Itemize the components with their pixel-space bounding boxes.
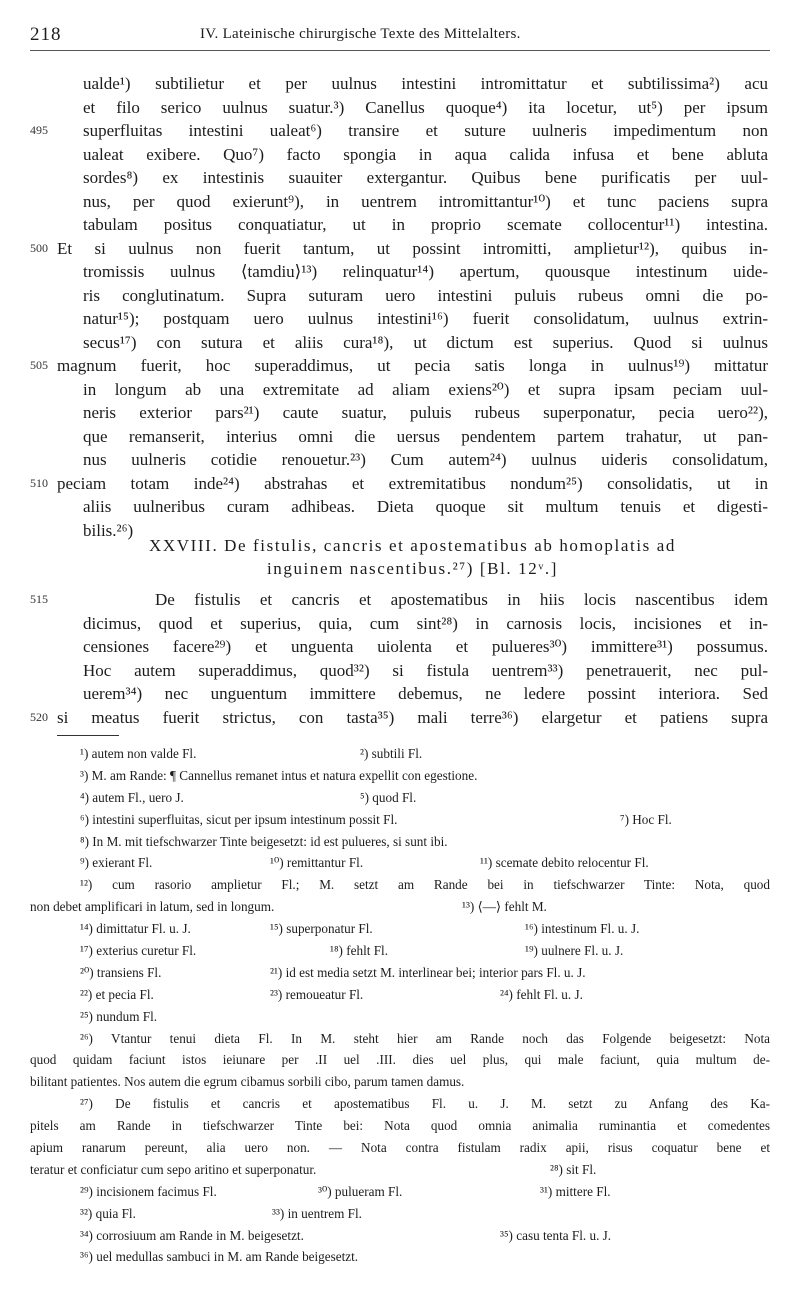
text-line: tromissis uulnus ⟨tamdiu⟩¹³) relinquatur¹⁴) apertum, quousque intestinum uide- <box>83 262 768 281</box>
text-line: natur¹⁵); postquam uero uulnus intestini¹⁶) fuerit consolidatum, uulnus extrin- <box>83 309 768 328</box>
footnote: ³¹) mittere Fl. <box>540 1183 611 1199</box>
line-number: 515 <box>30 592 48 606</box>
footnote: ⁶) intestini superfluitas, sicut per ipsum intestinum possit Fl. <box>80 811 398 827</box>
text-line: tabulam positus conquatiatur, ut in proprio scemate collocentur¹¹) intestina. <box>83 215 768 234</box>
footnote: ¹⁴) dimittatur Fl. u. J. <box>80 921 191 937</box>
running-title: IV. Lateinische chirurgische Texte des Mittelalters. <box>200 26 521 42</box>
footnote: ²⁸) sit Fl. <box>550 1161 597 1177</box>
running-header <box>30 24 770 50</box>
footnote: ¹³) ⟨—⟩ fehlt M. <box>462 899 547 915</box>
text-line: ualeat exibere. Quo⁷) facto spongia in aqua calida infusa et bene abluta <box>83 144 768 164</box>
footnote-continuation: quod quidam faciunt istos ieiunare per .II uel .III. dies uel plus, qui male faciunt, quia multum de- <box>30 1052 770 1068</box>
footnote: ²⁹) incisionem facimus Fl. <box>80 1183 217 1199</box>
line-number: 495 <box>30 123 48 137</box>
footnote: ¹⁷) exterius curetur Fl. <box>80 943 197 959</box>
footnote: ²) subtili Fl. <box>360 746 423 761</box>
text-line: secus¹⁷) con sutura et aliis cura¹⁸), ut dictum est superius. Quod si uulnus <box>83 332 768 352</box>
text-line: censiones facere²⁹) et unguenta uiolenta et pulueres³⁰) immittere³¹) possumus. <box>83 637 768 656</box>
text-line: aliis uulneribus curam adhibeas. Dieta quoque sit multum tenuis et digesti- <box>83 497 768 516</box>
page-number: 218 <box>30 24 62 45</box>
footnote: ²⁷) De fistulis et cancris et apostematibus Fl. u. J. M. setzt zu Anfang des Ka- <box>80 1096 770 1112</box>
text-line: si meatus fuerit strictus, con tasta³⁵) mali terre³⁶) elargetur et patiens supra <box>57 707 768 727</box>
text-line: De fistulis et cancris et apostematibus in hiis locis nascentibus idem <box>155 590 768 609</box>
footnote-rule <box>57 735 119 736</box>
text-line: nus uulneris cotidie renouetur.²³) Cum autem²⁴) uulnus uideris consolidatum, <box>83 450 768 469</box>
footnote: ¹⁶) intestinum Fl. u. J. <box>525 921 640 937</box>
footnote: ⁷) Hoc Fl. <box>620 811 672 827</box>
text-line: et filo serico uulnus suatur.³) Canellus quoque⁴) ita locetur, ut⁵) per ipsum <box>83 97 768 117</box>
footnote: ⁵) quod Fl. <box>360 789 417 805</box>
text-line: que remanserit, interius omni die uersus pendentem partem trahatur, ut pan- <box>83 426 768 446</box>
footnote: ¹) autem non valde Fl. <box>80 746 197 761</box>
text-line: nus, per quod exierunt⁹), in uentrem intromittantur¹⁰) et tunc paciens supra <box>83 191 768 211</box>
line-number: 505 <box>30 358 48 372</box>
footnote: ²⁴) fehlt Fl. u. J. <box>500 986 583 1002</box>
header-rule <box>30 50 770 51</box>
main-text <box>0 72 800 542</box>
text-line: neris exterior pars²¹) caute suatur, puluis rubeus superponatur, pecia uero²²), <box>83 403 768 422</box>
text-line: Hoc autem superaddimus, quod³²) si fistula uentrem³³) penetrauerit, nec pul- <box>83 660 768 680</box>
footnote: ⁴) autem Fl., uero J. <box>80 789 184 805</box>
text-line: in longum ab una extremitate ad aliam exiens²⁰) et supra ipsam peciam uul- <box>83 379 768 399</box>
text-line: peciam totam inde²⁴) abstrahas et extremitatibus nondum²⁵) consolidatis, ut in <box>57 473 768 493</box>
footnote-continuation: apium ranarum pereunt, alia uero non. — Nota contra fistulam radix apii, risus coquatur bene et <box>30 1140 770 1156</box>
footnote: ¹⁰) remittantur Fl. <box>270 855 364 871</box>
footnote: ³⁶) uel medullas sambuci in M. am Rande beigesetzt. <box>80 1249 359 1265</box>
line-number: 520 <box>30 709 48 724</box>
footnote: ²⁰) transiens Fl. <box>80 964 162 980</box>
footnote: ³²) quia Fl. <box>80 1205 136 1221</box>
footnote: ¹⁸) fehlt Fl. <box>330 943 388 959</box>
footnote: ³⁰) pulueram Fl. <box>318 1183 403 1199</box>
footnote-continuation: non debet amplificari in latum, sed in longum. <box>30 899 275 915</box>
footnote: ¹⁹) uulnere Fl. u. J. <box>525 943 624 959</box>
footnote-continuation: bilitant patientes. Nos autem die egrum cibamus sorbili cibo, parum tamen damus. <box>30 1074 465 1090</box>
footnote: ²⁶) Vtantur tenui dieta Fl. In M. steht hier am Rande noch das Folgende beigesetzt: Nota <box>80 1030 770 1046</box>
section-heading-line-2: inguinem nascentibus.²⁷) [Bl. 12ᵛ.] <box>266 559 559 578</box>
footnote: ¹¹) scemate debito relocentur Fl. <box>480 855 649 871</box>
footnote: ⁸) In M. mit tiefschwarzer Tinte beigesetzt: id est pulueres, si sunt ibi. <box>80 833 448 849</box>
text-line: superfluitas intestini ualeat⁶) transire et suture uulneris impedimentum non <box>83 121 768 140</box>
text-line: ualde¹) subtilietur et per uulnus intestini intromittatur et subtilissima²) acu <box>83 74 768 93</box>
text-line: uerem³⁴) nec unguentum immittere debemus, ne ledere possint interiora. Sed <box>83 684 768 703</box>
footnote: ³) M. am Rande: ¶ Cannellus remanet intus et natura expellit con egestione. <box>80 767 478 783</box>
footnote: ³³) in uentrem Fl. <box>272 1205 362 1221</box>
footnotes <box>0 743 800 1268</box>
footnote: ³⁵) casu tenta Fl. u. J. <box>500 1227 612 1243</box>
footnote: ²³) remoueatur Fl. <box>270 986 364 1002</box>
text-line: bilis.²⁶) <box>83 520 134 540</box>
section-text <box>0 588 800 729</box>
text-line: dicimus, quod et superius, quia, cum sint²⁸) in carnosis locis, incisiones et in- <box>83 613 768 633</box>
footnote-continuation: teratur et conficiatur cum sepo aritino et superponatur. <box>30 1161 317 1177</box>
footnote: ⁹) exierant Fl. <box>80 855 153 871</box>
text-line: Et si uulnus non fuerit tantum, ut possint intromitti, amplietur¹²), quibus in- <box>57 238 768 258</box>
text-line: sordes⁸) ex intestinis suauiter extergantur. Quibus bene purificatis per uul- <box>83 168 768 187</box>
footnote: ¹²) cum rasorio amplietur Fl.; M. setzt am Rande bei in tiefschwarzer Tinte: Nota, quod <box>80 877 770 893</box>
footnote: ²¹) id est media setzt M. interlinear bei; interior pars Fl. u. J. <box>270 964 586 980</box>
footnote: ²⁵) nundum Fl. <box>80 1008 158 1024</box>
footnote: ¹⁵) superponatur Fl. <box>270 921 373 937</box>
text-line: ris conglutinatum. Supra suturam uero intestini puluis rubeus omni die po- <box>83 285 768 305</box>
footnote: ²²) et pecia Fl. <box>80 986 154 1002</box>
text-line: magnum fuerit, hoc superaddimus, ut pecia satis longa in uulnus¹⁹) mittatur <box>57 356 768 375</box>
footnote: ³⁴) corrosiuum am Rande in M. beigesetzt. <box>80 1227 304 1243</box>
section-heading-line-1: XXVIII. De fistulis, cancris et apostematibus ab homoplatis ad <box>149 536 676 555</box>
line-number: 510 <box>30 475 48 490</box>
line-number: 500 <box>30 240 48 255</box>
footnote-continuation: pitels am Rande in tiefschwarzer Tinte bei: Nota quod omnia animalia ruminantia et comedentes <box>30 1118 770 1134</box>
section-heading <box>60 534 765 580</box>
